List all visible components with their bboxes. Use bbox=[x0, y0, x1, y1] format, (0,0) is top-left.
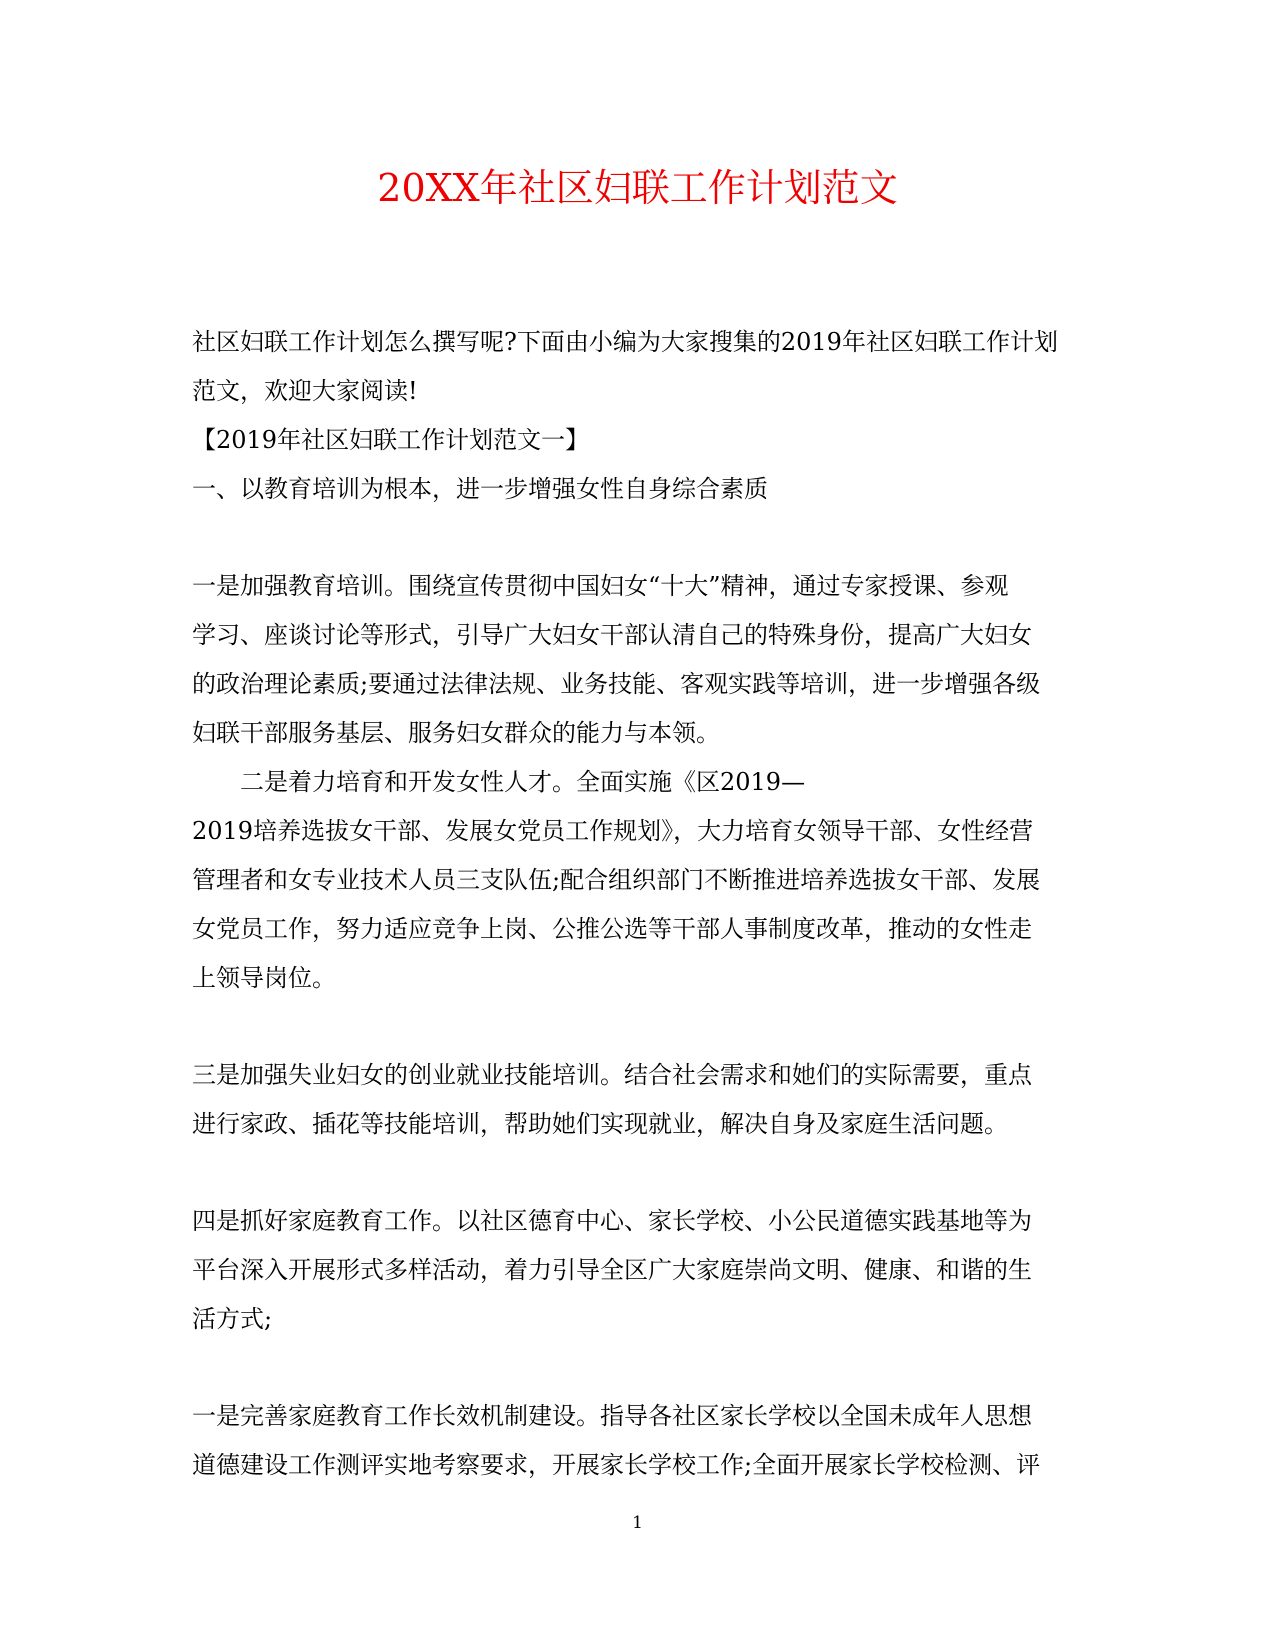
document-body bbox=[192, 318, 1092, 1490]
body-line: 四是抓好家庭教育工作。以社区德育中心、家长学校、小公民道德实践基地等为 bbox=[192, 1207, 1032, 1235]
blank-line bbox=[192, 1344, 1092, 1392]
body-line: 范文，欢迎大家阅读! bbox=[192, 377, 418, 405]
body-line: 道德建设工作测评实地考察要求，开展家长学校工作;全面开展家长学校检测、评 bbox=[192, 1451, 1041, 1479]
body-line: 三是加强失业妇女的创业就业技能培训。结合社会需求和她们的实际需要，重点 bbox=[192, 1061, 1032, 1089]
body-line: 平台深入开展形式多样活动，着力引导全区广大家庭崇尚文明、健康、和谐的生 bbox=[192, 1256, 1032, 1284]
body-line: 活方式; bbox=[192, 1305, 273, 1333]
body-line: 上领导岗位。 bbox=[192, 964, 336, 992]
body-line: 的政治理论素质;要通过法律法规、业务技能、客观实践等培训，进一步增强各级 bbox=[192, 670, 1041, 698]
blank-line bbox=[192, 1149, 1092, 1197]
body-line: 2019培养选拔女干部、发展女党员工作规划》，大力培育女领导干部、女性经营 bbox=[192, 817, 1034, 845]
body-line: 女党员工作，努力适应竞争上岗、公推公选等干部人事制度改革，推动的女性走 bbox=[192, 915, 1032, 943]
body-line: 妇联干部服务基层、服务妇女群众的能力与本领。 bbox=[192, 719, 720, 747]
body-line: 进行家政、插花等技能培训，帮助她们实现就业，解决自身及家庭生活问题。 bbox=[192, 1110, 1008, 1138]
blank-line bbox=[192, 1003, 1092, 1051]
body-line: 一是加强教育培训。围绕宣传贯彻中国妇女“十大”精神，通过专家授课、参观 bbox=[192, 572, 1009, 600]
body-line: 学习、座谈讨论等形式，引导广大妇女干部认清自己的特殊身份，提高广大妇女 bbox=[192, 621, 1032, 649]
document-title: 20XX年社区妇联工作计划范文 bbox=[377, 166, 898, 210]
body-line: 管理者和女专业技术人员三支队伍;配合组织部门不断推进培养选拔女干部、发展 bbox=[192, 866, 1041, 894]
section-heading: 【2019年社区妇联工作计划范文一】 bbox=[192, 426, 590, 454]
blank-line bbox=[192, 514, 1092, 562]
body-line: 一是完善家庭教育工作长效机制建设。指导各社区家长学校以全国未成年人思想 bbox=[192, 1402, 1032, 1430]
page-number: 1 bbox=[632, 1513, 643, 1533]
body-line: 社区妇联工作计划怎么撰写呢?下面由小编为大家搜集的2019年社区妇联工作计划 bbox=[192, 328, 1058, 356]
body-line: 二是着力培育和开发女性人才。全面实施《区2019— bbox=[192, 768, 806, 796]
section-heading: 一、以教育培训为根本，进一步增强女性自身综合素质 bbox=[192, 475, 768, 503]
